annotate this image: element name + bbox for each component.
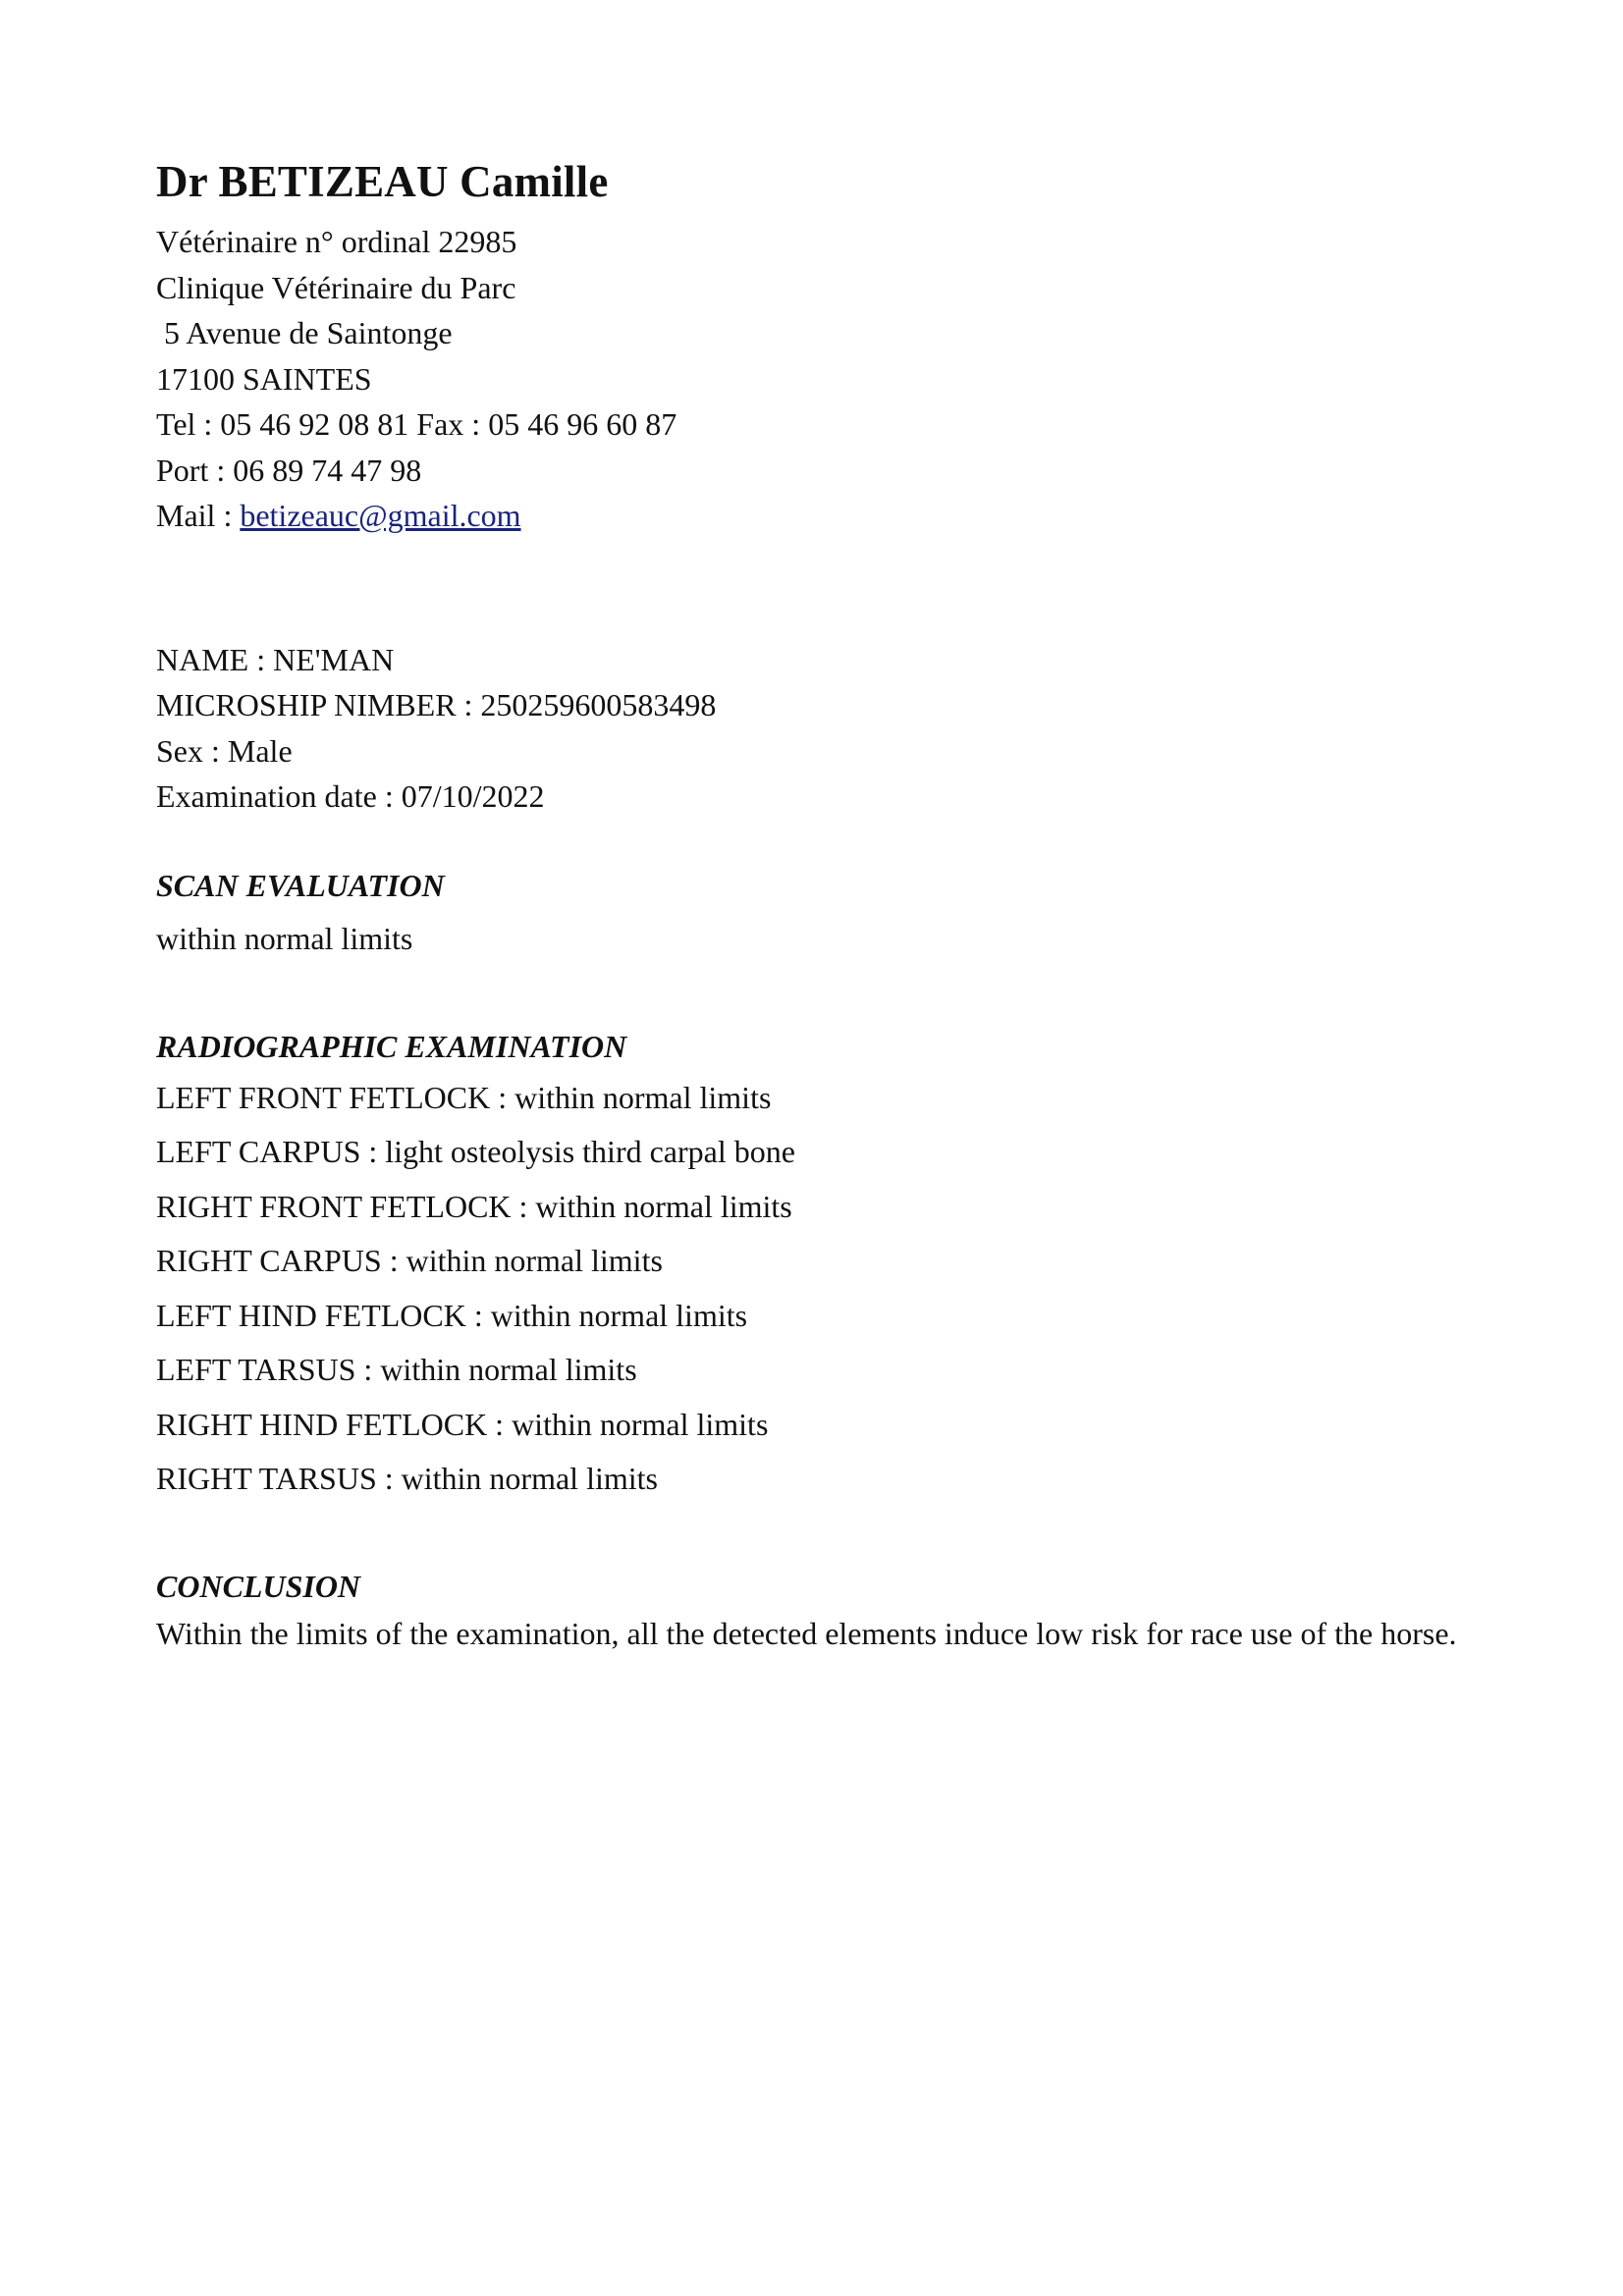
conclusion-title: CONCLUSION	[156, 1568, 361, 1604]
mail-line	[156, 493, 1472, 539]
vet-registration-number: Vétérinaire n° ordinal 22985	[156, 224, 517, 259]
radiographic-examination-title: RADIOGRAPHIC EXAMINATION	[156, 1028, 627, 1064]
mail-link[interactable]: betizeauc@gmail.com	[240, 498, 521, 533]
mail-label: Mail :	[156, 498, 241, 533]
document-content	[156, 152, 1472, 1652]
patient-name: NAME : NE'MAN	[156, 641, 395, 677]
finding-item: RIGHT FRONT FETLOCK : within normal limits	[156, 1188, 792, 1224]
scan-evaluation-text: within normal limits	[156, 920, 413, 956]
street-address: 5 Avenue de Saintonge	[156, 315, 453, 350]
clinic-name: Clinique Vétérinaire du Parc	[156, 269, 516, 305]
finding-item: LEFT HIND FETLOCK : within normal limits	[156, 1297, 748, 1333]
findings-list	[156, 1071, 1472, 1507]
finding-item: LEFT TARSUS : within normal limits	[156, 1352, 637, 1387]
doctor-name: Dr BETIZEAU Camille	[156, 157, 609, 206]
radiographic-examination-section	[156, 1024, 1472, 1507]
letterhead	[156, 152, 1472, 539]
scan-evaluation-section	[156, 863, 1472, 961]
patient-info	[156, 637, 1472, 820]
finding-item: RIGHT HIND FETLOCK : within normal limits	[156, 1406, 769, 1442]
city-address: 17100 SAINTES	[156, 360, 372, 397]
examination-date: Examination date : 07/10/2022	[156, 778, 545, 814]
patient-microchip: MICROSHIP NIMBER : 250259600583498	[156, 687, 717, 722]
finding-item: LEFT CARPUS : light osteolysis third carpal bone	[156, 1134, 795, 1169]
finding-item: RIGHT TARSUS : within normal limits	[156, 1461, 658, 1496]
conclusion-text: Within the limits of the examination, all the detected elements induce low risk for race use of the horse.	[156, 1615, 1457, 1651]
conclusion-section	[156, 1564, 1472, 1652]
patient-sex: Sex : Male	[156, 732, 293, 769]
finding-item: LEFT FRONT FETLOCK : within normal limits	[156, 1079, 772, 1115]
scan-evaluation-title: SCAN EVALUATION	[156, 867, 445, 903]
mobile-phone: Port : 06 89 74 47 98	[156, 452, 422, 488]
finding-item: RIGHT CARPUS : within normal limits	[156, 1243, 663, 1278]
phone-fax: Tel : 05 46 92 08 81 Fax : 05 46 96 60 87	[156, 406, 677, 442]
